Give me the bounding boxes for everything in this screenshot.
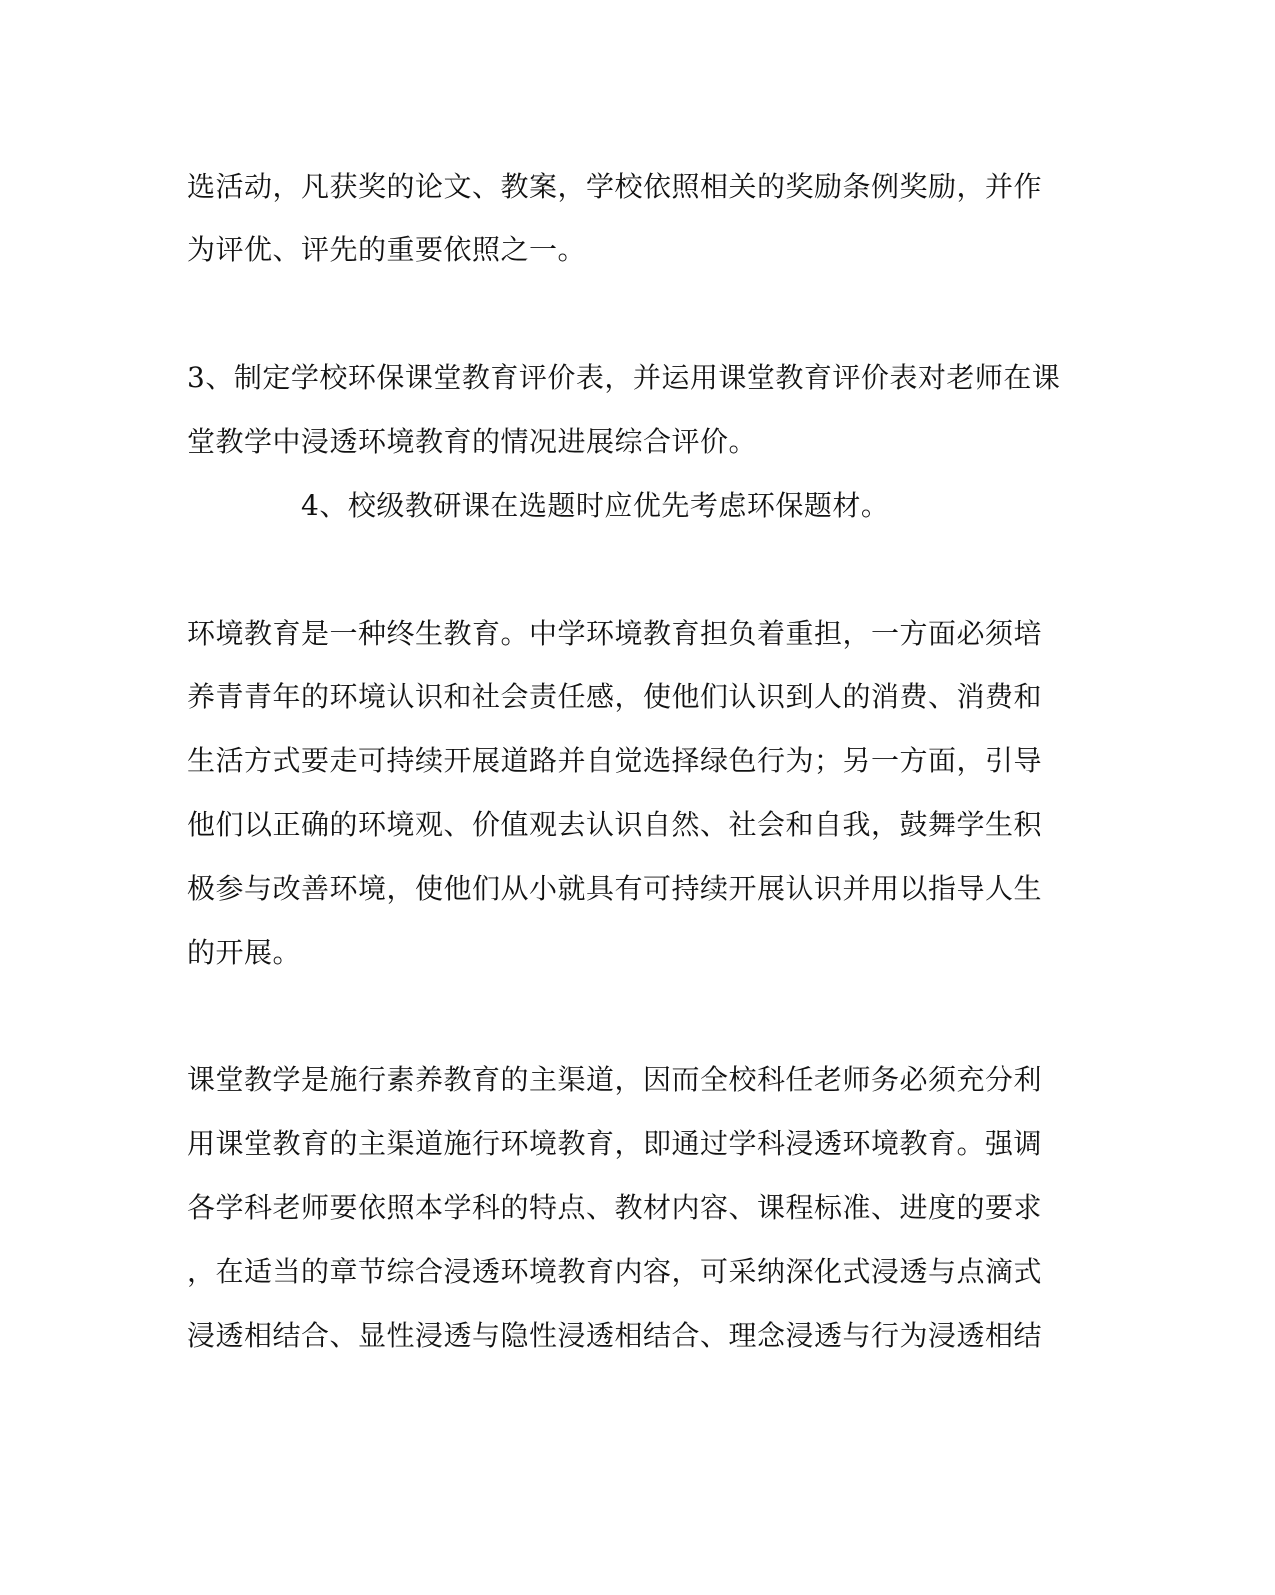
- paragraph-item-3-line-2: 堂教学中浸透环境教育的情况进展综合评价。: [187, 425, 758, 458]
- paragraph-environment-line-2: 养青青年的环境认识和社会责任感，使他们认识到人的消费、消费和: [187, 680, 1043, 713]
- paragraph-environment-line-5: 极参与改善环境，使他们从小就具有可持续开展认识并用以指导人生: [187, 872, 1043, 905]
- paragraph-environment-line-3: 生活方式要走可持续开展道路并自觉选择绿色行为；另一方面，引导: [187, 744, 1043, 777]
- paragraph-classroom-line-1: 课堂教学是施行素养教育的主渠道，因而全校科任老师务必须充分利: [187, 1063, 1043, 1096]
- paragraph-classroom-line-4: ，在适当的章节综合浸透环境教育内容，可采纳深化式浸透与点滴式: [187, 1255, 1043, 1288]
- paragraph-awards-line-2: 为评优、评先的重要依照之一。: [187, 233, 587, 266]
- paragraph-environment-line-1: 环境教育是一种终生教育。中学环境教育担负着重担，一方面必须培: [187, 617, 1043, 650]
- paragraph-item-4-line-1: 4、校级教研课在选题时应优先考虑环保题材。: [301, 489, 890, 522]
- paragraph-awards-line-1: 选活动，凡获奖的论文、教案，学校依照相关的奖励条例奖励，并作: [187, 170, 1043, 203]
- paragraph-environment-line-4: 他们以正确的环境观、价值观去认识自然、社会和自我，鼓舞学生积: [187, 808, 1043, 841]
- paragraph-classroom-line-5: 浸透相结合、显性浸透与隐性浸透相结合、理念浸透与行为浸透相结: [187, 1319, 1043, 1352]
- paragraph-item-3-line-1: 3、制定学校环保课堂教育评价表，并运用课堂教育评价表对老师在课: [187, 361, 1061, 394]
- paragraph-classroom-line-3: 各学科老师要依照本学科的特点、教材内容、课程标准、进度的要求: [187, 1191, 1043, 1224]
- paragraph-classroom-line-2: 用课堂教育的主渠道施行环境教育，即通过学科浸透环境教育。强调: [187, 1127, 1043, 1160]
- paragraph-environment-line-6: 的开展。: [187, 936, 302, 969]
